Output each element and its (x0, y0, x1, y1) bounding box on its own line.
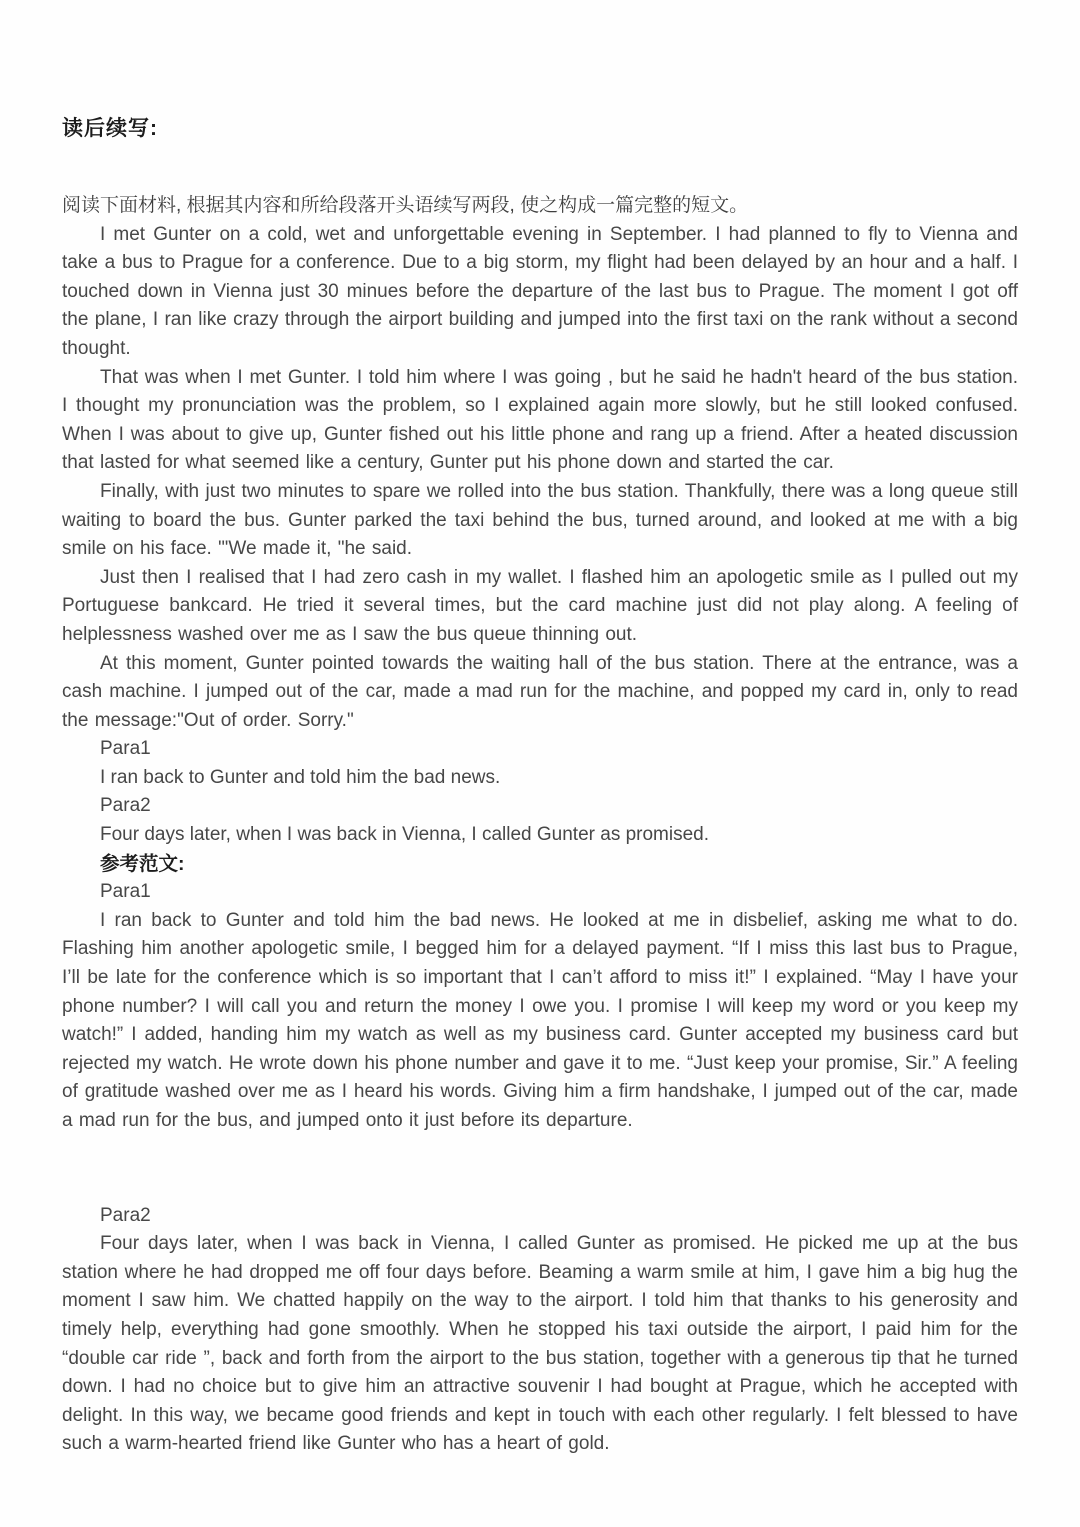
passage-paragraph-3: Finally, with just two minutes to spare we rolled into the bus station. Thankfully, there was a long queue still waiting to board the bus. Gunter parked the taxi behind the bus, turned around, and looked at me with a big smile on his face. "'We made it, "he said. (62, 480, 1018, 560)
prompt-para1-opening: I ran back to Gunter and told him the bad news. (100, 766, 501, 788)
reference-para1-text: I ran back to Gunter and told him the bad news. He looked at me in disbelief, asking me what to do. Flashing him another apologetic smile, I begged him for a delayed payment. “If I miss this last bus to Prague, I’ll be late for the conference which is so important that I can’t afford to miss it!” I explained. “May I have your phone number? I will call you and return the money I owe you. I promise I will keep my word or you keep my watch!” I added, handing him my watch as well as my business card. Gunter accepted my business card but rejected my watch. He wrote down his phone number and gave it to me. “Just keep your promise, Sir.” A feeling of gratitude washed over me as I heard his words. Giving him a firm handshake, I jumped out of the car, made a mad run for the bus, and jumped onto it just before its departure. (62, 909, 1018, 1131)
prompt-para1-label: Para1 (100, 738, 151, 760)
prompt-para2-label: Para2 (100, 795, 151, 817)
document-title: 读后续写: (62, 117, 158, 140)
reference-heading: 参考范文: (100, 852, 185, 875)
reference-para2-text: Four days later, when I was back in Vienna, I called Gunter as promised. He picked me up at the bus station where he had dropped me off four days before. Beaming a warm smile at him, I gave him a big hug the moment I saw him. We chatted happily on the way to the airport. I told him that thanks to his generosity and timely help, everything had gone smoothly. When he stopped his taxi outside the airport, I paid him for the “double car ride ”, back and forth from the airport to the bus station, together with a generous tip that he turned down. I had no choice but to give him an attractive souvenir I had bought at Prague, which he accepted with delight. In this way, we became good friends and kept in touch with each other regularly. I felt blessed to have such a warm-hearted friend like Gunter who has a heart of gold. (62, 1233, 1018, 1455)
passage-paragraph-5: At this moment, Gunter pointed towards the waiting hall of the bus station. There at the entrance, was a cash machine. I jumped out of the car, made a mad run for the machine, and popped my card in, only to read the message:"Out of order. Sorry." (62, 652, 1018, 731)
reference-para2-label: Para2 (100, 1204, 151, 1226)
passage-paragraph-4: Just then I realised that I had zero cash in my wallet. I flashed him an apologetic smile as I pulled out my Portuguese bankcard. He tried it several times, but the card machine just did not play along. A feeling of helplessness washed over me as I saw the bus queue thinning out. (62, 566, 1018, 645)
prompt-para2-opening: Four days later, when I was back in Vienna, I called Gunter as promised. (100, 824, 710, 846)
reference-para1-label: Para1 (100, 881, 151, 903)
passage-paragraph-2: That was when I met Gunter. I told him where I was going , but he said he hadn't heard of the bus station. I thought my pronunciation was the problem, so I explained again more slowly, but he still looked confused. When I was about to give up, Gunter fished out his little phone and rang up a friend. After a heated discussion that lasted for what seemed like a century, Gunter put his phone down and started the car. (62, 366, 1018, 474)
task-instruction: 阅读下面材料, 根据其内容和所给段落开头语续写两段, 使之构成一篇完整的短文。 (62, 195, 749, 216)
passage-paragraph-1: I met Gunter on a cold, wet and unforgettable evening in September. I had planned to fly to Vienna and take a bus to Prague for a conference. Due to a big storm, my flight had been delayed by an hour and a half. I touched down in Vienna just 30 minues before the departure of the last bus to Prague. The moment I got off the plane, I ran like crazy through the airport building and jumped into the first taxi on the rank without a second thought. (62, 223, 1018, 359)
